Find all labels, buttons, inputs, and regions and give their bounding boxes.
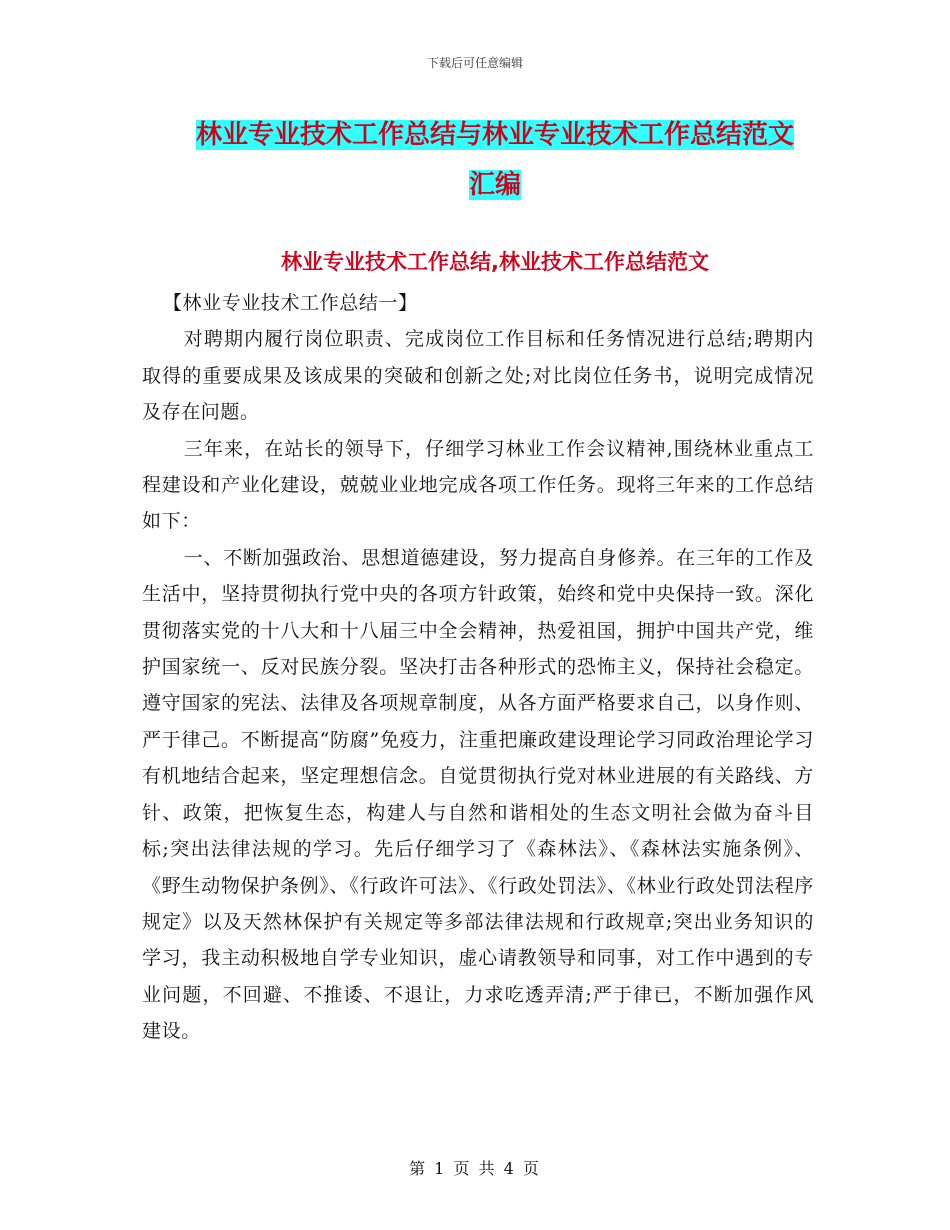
document-body — [142, 285, 814, 1050]
document-title-line2: 汇编 — [468, 170, 521, 200]
section-heading: 【林业专业技术工作总结一】 — [162, 292, 418, 314]
paragraph: 对聘期内履行岗位职责、完成岗位工作目标和任务情况进行总结;聘期内取得的重要成果及该成果的突破和创新之处;对比岗位任务书，说明完成情况及存在问题。 — [142, 328, 814, 424]
page-header-note: 下载后可任意编辑 — [426, 56, 523, 70]
paragraph: 一、不断加强政治、思想道德建设，努力提高自身修养。在三年的工作及生活中，坚持贯彻执行党中央的各项方针政策，始终和党中央保持一致。深化贯彻落实党的十八大和十八届三中全会精神，热爱祖国，拥护中国共产党，维护国家统一、反对民族分裂。坚决打击各种形式的恐怖主义，保持社会稳定。遵守国家的宪法、法律及各项规章制度，从各方面严格要求自己，以身作则、严于律己。不断提高“防腐”免疫力，注重把廉政建设理论学习同政治理论学习有机地结合起来，坚定理想信念。自觉贯彻执行党对林业进展的有关路线、方针、政策，把恢复生态，构建人与自然和谐相处的生态文明社会做为奋斗目标;突出法律法规的学习。先后仔细学习了《森林法》、《森林法实施条例》、《野生动物保护条例》、《行政许可法》、《行政处罚法》、《林业行政处罚法程序规定》以及天然林保护有关规定等多部法律法规和行政规章;突出业务知识的学习，我主动积极地自学专业知识，虚心请教领导和同事，对工作中遇到的专业问题，不回避、不推诿、不退让，力求吃透弄清;严于律已，不断加强作风建设。 — [142, 546, 814, 1043]
document-subtitle: 林业专业技术工作总结,林业技术工作总结范文 — [281, 250, 709, 274]
document-title-line1: 林业专业技术工作总结与林业专业技术工作总结范文 — [195, 120, 794, 150]
paragraph: 三年来，在站长的领导下，仔细学习林业工作会议精神,围绕林业重点工程建设和产业化建设，兢兢业业地完成各项工作任务。现将三年来的工作总结如下： — [142, 437, 814, 533]
page-footer-number: 第 1 页 共 4 页 — [409, 1159, 541, 1178]
document-title — [145, 110, 845, 210]
